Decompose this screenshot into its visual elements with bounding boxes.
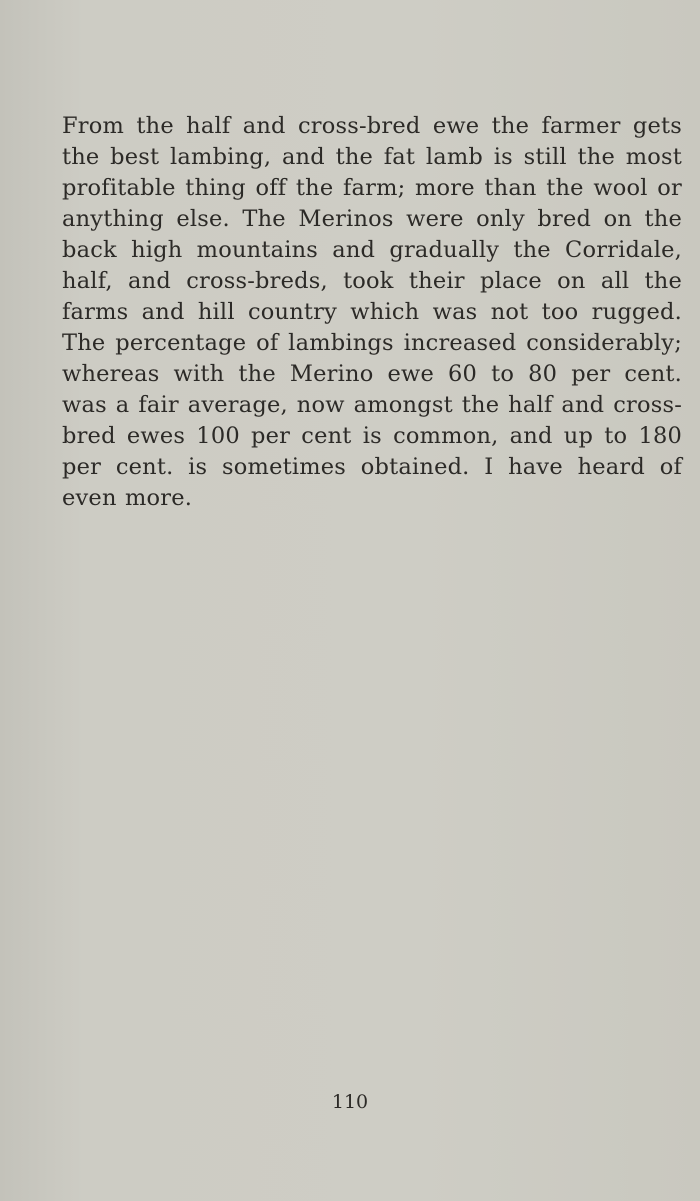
body-paragraph: From the half and cross-bred ewe the farmer gets the best lambing, and the fat lamb is still the most profitable thing off the farm; more than the wool or anything else. The Merinos were only bred on the back high mountains and gradually the Corridale, half, and cross-breds, took their place on all the farms and hill country which was not too rugged. The percentage of lambings increased considerably; whereas with the Merino ewe 60 to 80 per cent. was a fair average, now amongst the half and cross-bred ewes 100 per cent is common, and up to 180 per cent. is sometimes obtained. I have heard of even more. [62, 113, 682, 511]
page-number: 110 [331, 1091, 369, 1113]
body-text-block [62, 111, 682, 514]
